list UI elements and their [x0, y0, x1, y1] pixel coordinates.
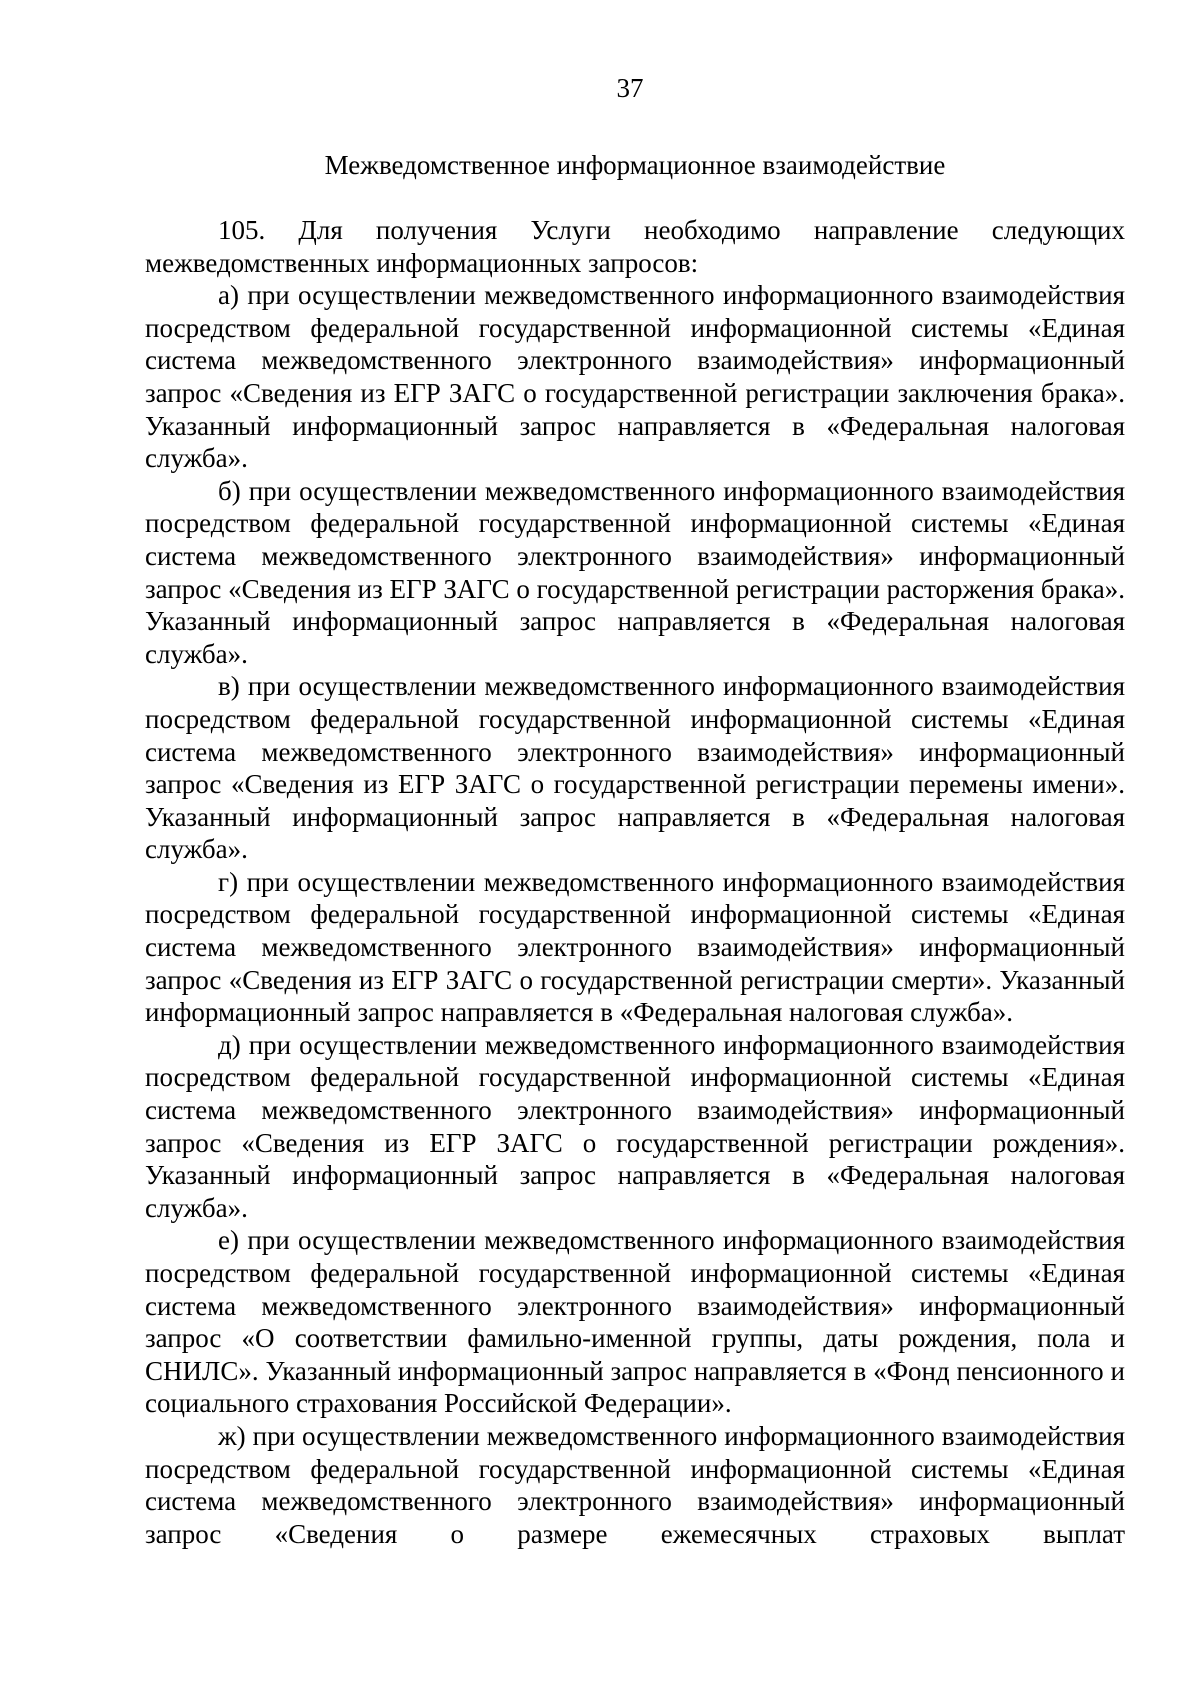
- paragraph-d: д) при осуществлении межведомственного информационного взаимодействия посредством федеральной государственной информационной системы «Единая система межведомственного электронного взаимодействия» информационный запрос «Сведения из ЕГР ЗАГС о государственной регистрации рождения». Указанный информационный запрос направляется в «Федеральная налоговая служба».: [145, 1029, 1125, 1223]
- paragraph-g: г) при осуществлении межведомственного информационного взаимодействия посредством федеральной государственной информационной системы «Единая система межведомственного электронного взаимодействия» информационный запрос «Сведения из ЕГР ЗАГС о государственной регистрации смерти». Указанный информационный запрос направляется в «Федеральная налоговая служба».: [145, 866, 1125, 1028]
- paragraph-b: б) при осуществлении межведомственного информационного взаимодействия посредством федеральной государственной информационной системы «Единая система межведомственного электронного взаимодействия» информационный запрос «Сведения из ЕГР ЗАГС о государственной регистрации расторжения брака». Указанный информационный запрос направляется в «Федеральная налоговая служба».: [145, 475, 1125, 669]
- paragraph-e: е) при осуществлении межведомственного информационного взаимодействия посредством федеральной государственной информационной системы «Единая система межведомственного электронного взаимодействия» информационный запрос «О соответствии фамильно-именной группы, даты рождения, пола и СНИЛС». Указанный информационный запрос направляется в «Фонд пенсионного и социального страхования Российской Федерации».: [145, 1225, 1125, 1419]
- document-body: [145, 214, 1125, 1550]
- paragraph-zh: ж) при осуществлении межведомственного информационного взаимодействия посредством федеральной государственной информационной системы «Единая система межведомственного электронного взаимодействия» информационный запрос «Сведения о размере ежемесячных страховых выплат: [145, 1420, 1125, 1549]
- paragraph-105: 105. Для получения Услуги необходимо направление следующих межведомственных информационных запросов:: [145, 215, 1125, 278]
- page-number: 37: [616, 73, 644, 103]
- paragraph-a: а) при осуществлении межведомственного информационного взаимодействия посредством федеральной государственной информационной системы «Единая система межведомственного электронного взаимодействия» информационный запрос «Сведения из ЕГР ЗАГС о государственной регистрации заключения брака». Указанный информационный запрос направляется в «Федеральная налоговая служба».: [145, 280, 1125, 474]
- section-title: Межведомственное информационное взаимодействие: [324, 150, 946, 180]
- paragraph-v: в) при осуществлении межведомственного информационного взаимодействия посредством федеральной государственной информационной системы «Единая система межведомственного электронного взаимодействия» информационный запрос «Сведения из ЕГР ЗАГС о государственной регистрации перемены имени». Указанный информационный запрос направляется в «Федеральная налоговая служба».: [145, 671, 1125, 865]
